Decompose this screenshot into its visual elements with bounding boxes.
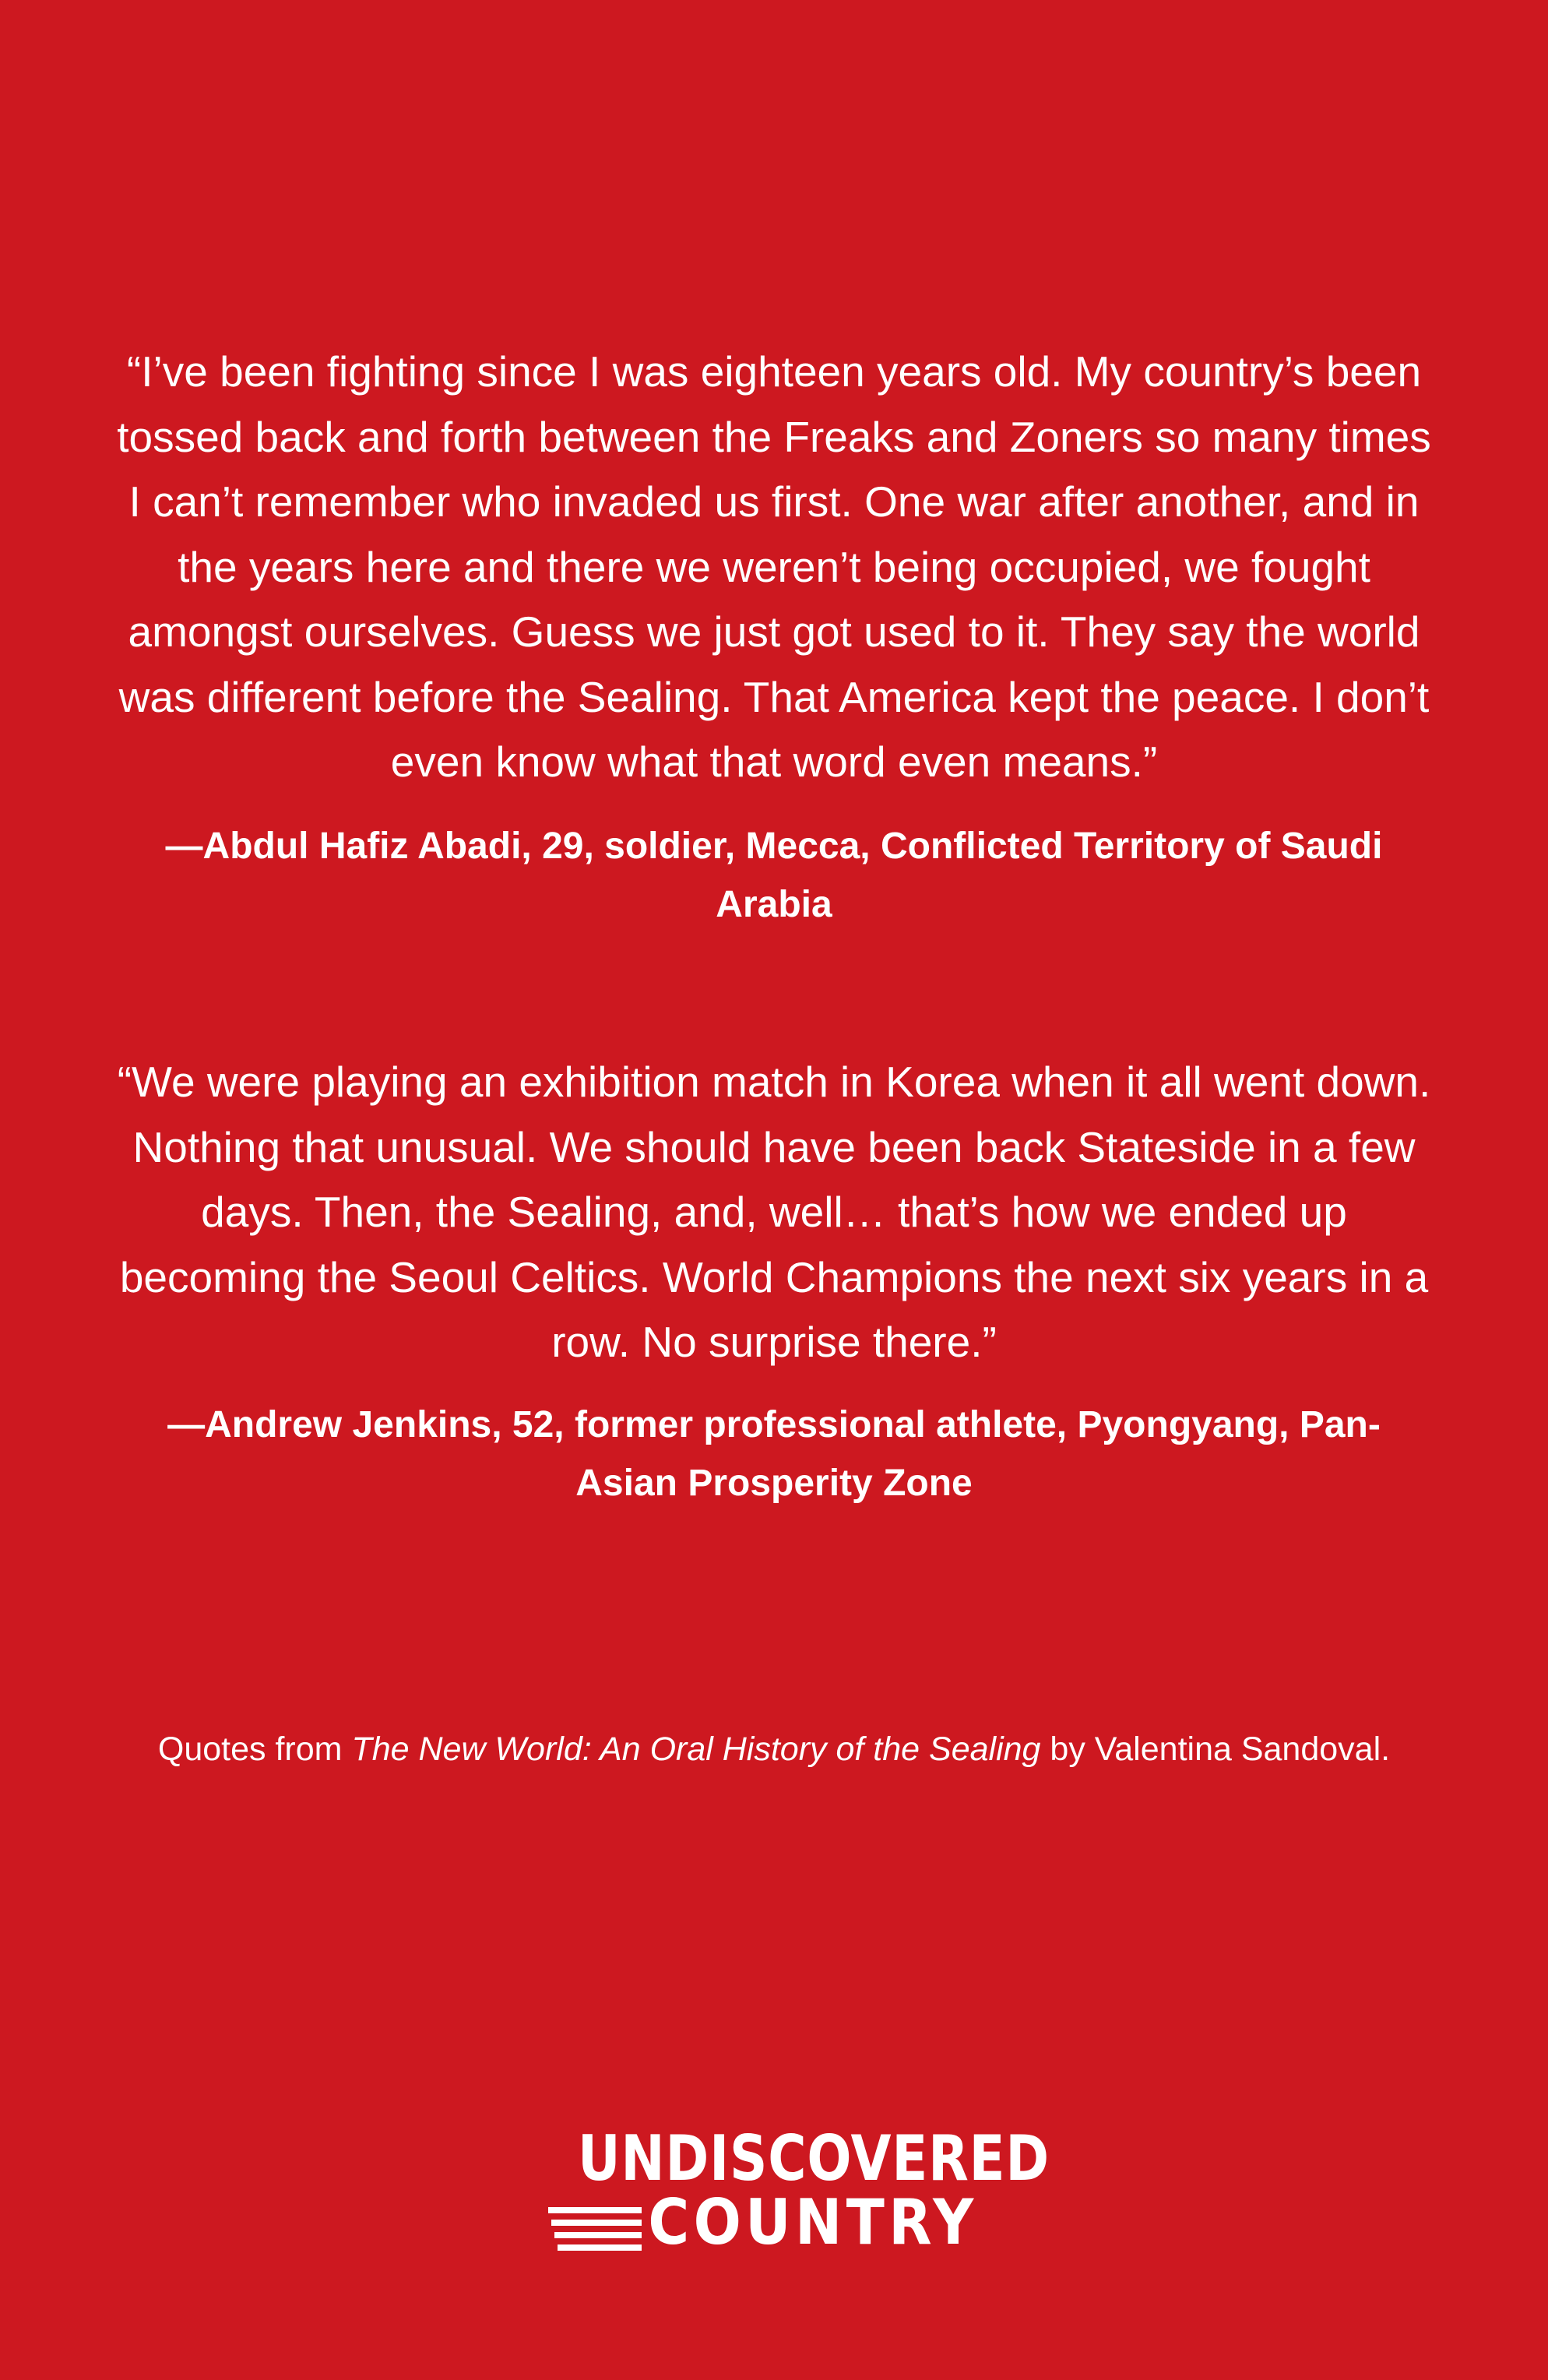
source-credit (117, 1726, 1431, 1773)
source-credit-suffix: by Valentina Sandoval. (1040, 1730, 1391, 1768)
quote-block-2 (117, 1050, 1431, 1512)
series-logo (540, 2122, 1050, 2266)
quote-attribution-2: —Andrew Jenkins, 52, former professional athlete, Pyongyang, Pan-Asian Prosperity Zone (167, 1403, 1381, 1504)
logo-word-country: COUNTRY (648, 2186, 978, 2259)
quote-attribution-1: —Abdul Hafiz Abadi, 29, soldier, Mecca, Conflicted Territory of Saudi Arabia (165, 825, 1383, 925)
flag-stripes-icon (548, 2201, 642, 2263)
logo-word-undiscovered: UNDISCOVERED (578, 2122, 1050, 2195)
source-credit-prefix: Quotes from (157, 1730, 352, 1768)
quote-text-1: “I’ve been fighting since I was eighteen years old. My country’s been tossed back and forth between the Freaks and Zoners so many times I can’t remember who invaded us first. One war after another, and in the years here and there we weren’t being occupied, we fought amongst ourselves. Guess we just got used to it. They say the world was different before the Sealing. That America kept the peace. I don’t even know what that word even means.” (117, 347, 1431, 786)
quote-block-1 (117, 340, 1431, 934)
source-book-title: The New World: An Oral History of the Sealing (351, 1730, 1041, 1768)
quote-text-2: “We were playing an exhibition match in Korea when it all went down. Nothing that unusual. We should have been back Stateside in a few days. Then, the Sealing, and, well… that’s how we ended up becoming the Seoul Celtics. World Champions the next six years in a row. No surprise there.” (117, 1058, 1431, 1366)
